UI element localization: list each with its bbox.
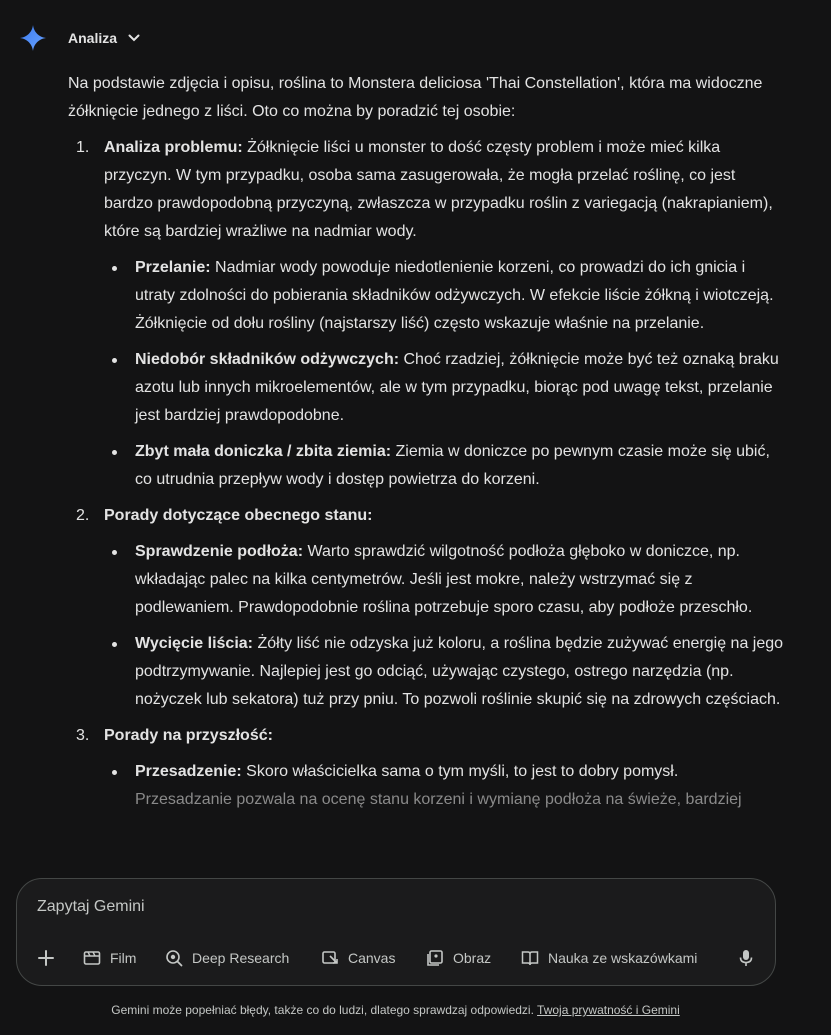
section-text: Żółknięcie liści u monster to dość częsty problem i może mieć kilka przyczyn. W tym przypadku, osoba sama zasugerowała, że mogła przelać roślinę, co jest bardzo prawdopodobną przyczyną, zwłaszcza w przypadku roślin z variegacją (nakrapianiem), które są bardziej wrażliwe na nadmiar wody. [104,139,773,240]
microphone-icon [739,949,753,967]
bullet-dot [112,642,117,647]
bullet-title: Wycięcie liścia: [135,635,253,652]
deep-research-label: Deep Research [192,950,290,966]
add-button[interactable] [37,945,64,971]
response-text [68,70,788,822]
list-item [68,502,788,714]
privacy-link[interactable]: Twoja prywatność i Gemini [537,1003,680,1017]
book-icon [521,949,539,967]
list-item [104,346,788,430]
list-item [104,254,788,338]
deep-research-button[interactable] [165,945,289,971]
deep-research-icon [165,949,183,967]
canvas-icon [321,949,339,967]
film-label: Film [110,950,137,966]
list-number: 3. [76,727,90,744]
bullet-dot [112,358,117,363]
section-title: Analiza problemu: [104,139,243,156]
section-title: Porady na przyszłość: [104,727,273,744]
bullet-text: Warto sprawdzić wilgotność podłoża głęboko w doniczce, np. wkładając palec na kilka centymetrów. Jeśli jest mokre, należy wstrzymać się z podlewaniem. Prawdopodobnie roślina potrzebuje sporo czasu, aby podłoże przeschło. [135,543,753,616]
film-button[interactable] [83,945,136,971]
bullet-title: Przelanie: [135,259,211,276]
canvas-label: Canvas [348,950,396,966]
list-number: 2. [76,507,90,524]
bullet-text: Nadmiar wody powoduje niedotlenienie korzeni, co prowadzi do ich gnicia i utraty zdolności do pobierania składników odżywczych. W efekcie liście żółkną i wiotczeją. Żółknięcie od dołu rośliny (najstarszy liść) często wskazuje właśnie na przelanie. [135,259,774,332]
section-title: Porady dotyczące obecnego stanu: [104,507,373,524]
list-item [104,758,788,814]
footer-disclaimer [0,1003,791,1017]
gemini-spark-icon [20,25,46,51]
bullet-title: Niedobór składników odżywczych: [135,351,400,368]
bullet-dot [112,266,117,271]
image-label: Obraz [453,950,492,966]
bullet-text: Żółty liść nie odzyska już koloru, a roślina będzie zużywać energię na jego podtrzymywanie. Najlepiej jest go odciąć, używając czystego, ostrego narzędzia (np. nożyczek lub sekatora) tuż przy pniu. To pozwoli roślinie skupić się na zdrowych częściach. [135,635,784,708]
image-icon [426,949,444,967]
bullet-dot [112,550,117,555]
bullet-text-faded: Przesadzanie pozwala na ocenę stanu korzeni i wymianę podłoża na świeże, bardziej [135,791,742,808]
list-item [68,134,788,494]
plus-icon [37,949,55,967]
model-name: Analiza [68,30,118,46]
bullet-title: Sprawdzenie podłoża: [135,543,304,560]
bullet-list [104,254,788,494]
list-item [104,438,788,494]
guided-learning-label: Nauka ze wskazówkami [548,950,698,966]
prompt-input[interactable]: Zapytaj Gemini [37,898,145,915]
model-selector[interactable] [68,30,141,46]
bullet-text: Skoro właścicielka sama o tym myśli, to jest to dobry pomysł. [241,763,679,780]
list-number: 1. [76,139,90,156]
list-item [68,722,788,814]
prompt-composer [16,878,776,986]
model-header [20,24,141,52]
bullet-title: Przesadzenie: [135,763,242,780]
response-list [68,134,788,814]
canvas-button[interactable] [321,945,395,971]
list-item [104,630,788,714]
image-button[interactable] [426,945,491,971]
chevron-down-icon [127,31,141,45]
composer-toolbar [17,945,775,971]
list-item [104,538,788,622]
response-intro: Na podstawie zdjęcia i opisu, roślina to Monstera deliciosa 'Thai Constellation', która ma widoczne żółknięcie jednego z liści. Oto co można by poradzić tej osobie: [68,75,763,120]
bullet-text: Ziemia w doniczce po pewnym czasie może się ubić, co utrudnia przepływ wody i dostęp powietrza do korzeni. [135,443,770,488]
disclaimer-text: Gemini może popełniać błędy, także co do ludzi, dlatego sprawdzaj odpowiedzi. [111,1003,534,1017]
bullet-title: Zbyt mała doniczka / zbita ziemia: [135,443,392,460]
bullet-dot [112,770,117,775]
bullet-text: Choć rzadziej, żółknięcie może być też oznaką braku azotu lub innych mikroelementów, ale w tym przypadku, biorąc pod uwagę tekst, przelanie jest bardziej prawdopodobne. [135,351,779,424]
guided-learning-button[interactable] [521,945,697,971]
film-icon [83,950,101,966]
bullet-dot [112,450,117,455]
bullet-list [104,758,788,814]
microphone-button[interactable] [739,945,762,971]
bullet-list [104,538,788,714]
